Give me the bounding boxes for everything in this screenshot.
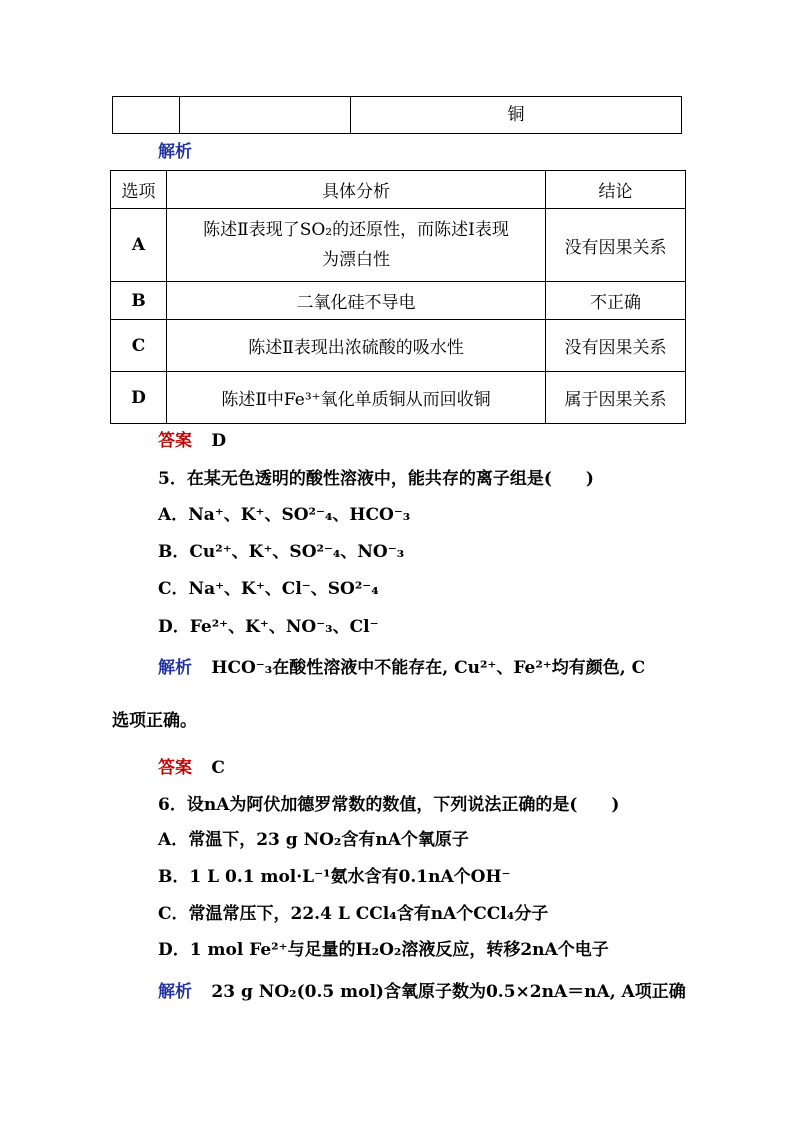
header-option: 选项 xyxy=(111,171,167,209)
top-table-text: 铜 xyxy=(507,105,525,125)
top-table xyxy=(112,96,682,134)
q5-option-a: A．Na⁺、K⁺、SO²⁻₄、HCO⁻₃ xyxy=(158,505,411,525)
q4-answer xyxy=(158,426,226,451)
row-option: A xyxy=(111,209,167,282)
q6-stem: 6．设nA为阿伏加德罗常数的数值，下列说法正确的是( ) xyxy=(158,795,620,815)
row-option: D xyxy=(111,372,167,424)
analysis-table xyxy=(110,170,686,424)
q5-stem: 5．在某无色透明的酸性溶液中，能共存的离子组是( ) xyxy=(158,469,594,489)
answer-label: 答案 xyxy=(158,758,192,778)
top-table-cell xyxy=(113,97,180,134)
header-conclusion: 结论 xyxy=(546,171,686,209)
row-option: C xyxy=(111,320,167,372)
q6-analysis xyxy=(158,977,686,1002)
q6-analysis-text: 23 g NO₂(0.5 mol)含氧原子数为0.5×2nA＝nA, A项正确 xyxy=(211,982,686,1002)
row-analysis: 二氧化硅不导电 xyxy=(167,282,546,320)
q6-option-c: C．常温常压下，22.4 L CCl₄含有nA个CCl₄分子 xyxy=(158,904,549,924)
row-analysis xyxy=(167,209,546,282)
header-analysis: 具体分析 xyxy=(167,171,546,209)
analysis-label: 解析 xyxy=(158,982,192,1002)
table-row xyxy=(111,209,686,282)
row-analysis-line1: 陈述Ⅱ表现了SO₂的还原性，而陈述Ⅰ表现 xyxy=(203,220,509,240)
q5-option-c: C．Na⁺、K⁺、Cl⁻、SO²⁻₄ xyxy=(158,579,379,599)
table-row xyxy=(111,372,686,424)
q6-option-a: A．常温下，23 g NO₂含有nA个氧原子 xyxy=(158,830,469,850)
top-table-cell xyxy=(180,97,351,134)
answer-value: D xyxy=(211,431,227,451)
row-conclusion: 没有因果关系 xyxy=(546,209,686,282)
answer-value: C xyxy=(211,758,225,778)
q5-analysis-text: HCO⁻₃在酸性溶液中不能存在, Cu²⁺、Fe²⁺均有颜色, C xyxy=(211,658,646,678)
answer-label: 答案 xyxy=(158,431,192,451)
row-analysis: 陈述Ⅱ中Fe³⁺氧化单质铜从而回收铜 xyxy=(167,372,546,424)
q5-option-b: B．Cu²⁺、K⁺、SO²⁻₄、NO⁻₃ xyxy=(158,542,405,562)
q6-option-b: B．1 L 0.1 mol·L⁻¹氨水含有0.1nA个OH⁻ xyxy=(158,867,511,887)
row-conclusion: 不正确 xyxy=(546,282,686,320)
row-analysis-line2: 为漂白性 xyxy=(322,250,390,270)
q5-analysis-line2: 选项正确。 xyxy=(112,711,197,731)
row-analysis: 陈述Ⅱ表现出浓硫酸的吸水性 xyxy=(167,320,546,372)
row-option: B xyxy=(111,282,167,320)
top-table-cell xyxy=(351,97,682,134)
q6-option-d: D．1 mol Fe²⁺与足量的H₂O₂溶液反应，转移2nA个电子 xyxy=(158,940,609,960)
row-conclusion: 属于因果关系 xyxy=(546,372,686,424)
q5-option-d: D．Fe²⁺、K⁺、NO⁻₃、Cl⁻ xyxy=(158,617,379,637)
q5-answer xyxy=(158,753,225,778)
analysis-label: 解析 xyxy=(158,142,192,162)
table-row xyxy=(111,320,686,372)
q5-analysis xyxy=(158,653,645,678)
row-conclusion: 没有因果关系 xyxy=(546,320,686,372)
table-row xyxy=(111,282,686,320)
analysis-label: 解析 xyxy=(158,658,192,678)
